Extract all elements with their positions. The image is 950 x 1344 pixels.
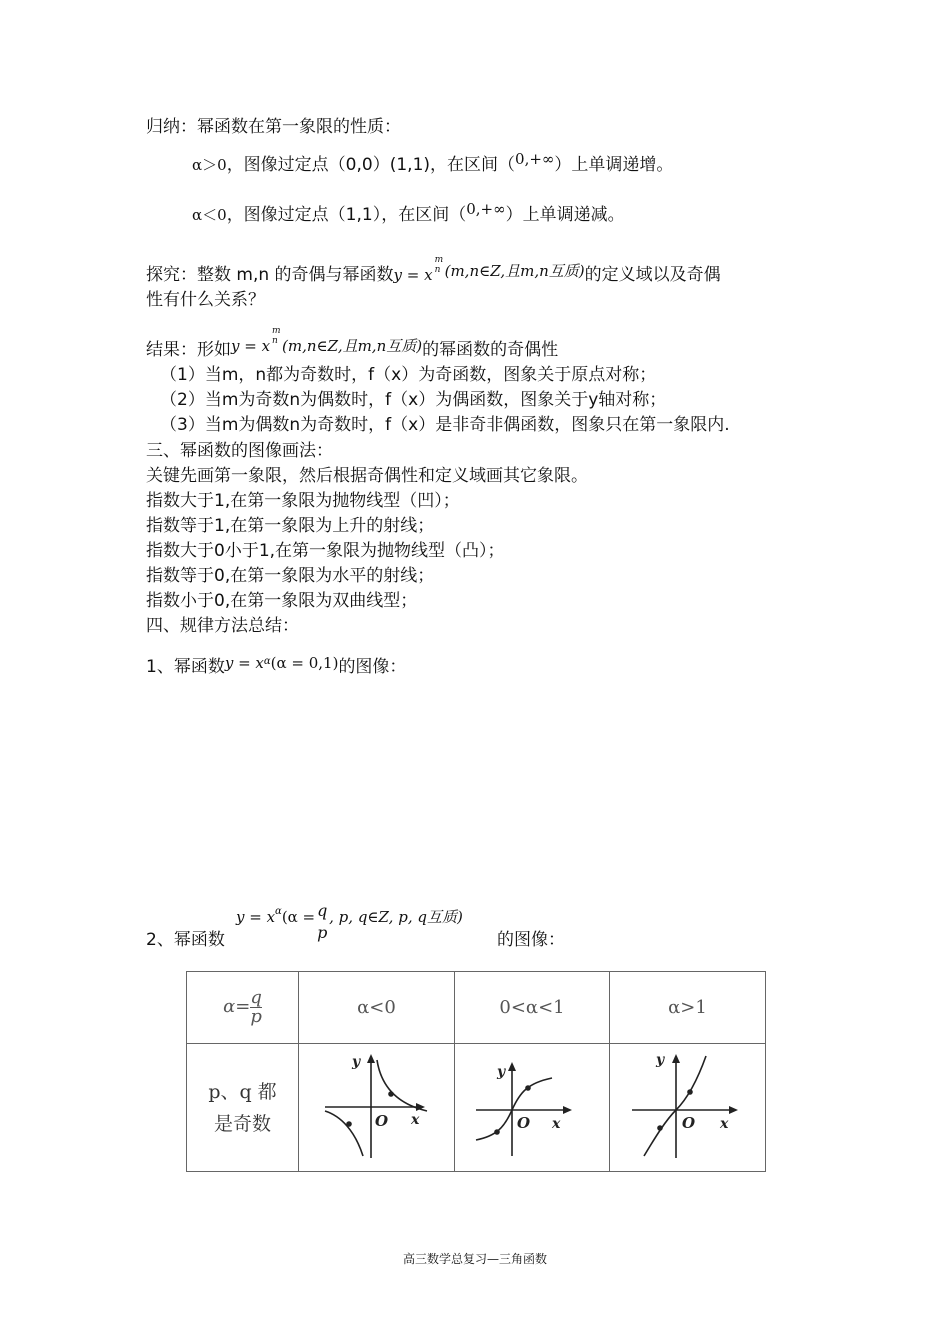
pos-condition: α＞0 (192, 156, 227, 174)
methods-title: 四、规律方法总结： (146, 616, 299, 636)
result-condition: (m,n∈Z,且m,n互质) (282, 337, 423, 355)
drawing-line: 指数等于0,在第一象限为水平的射线； (146, 566, 435, 586)
header-mid: 0<α<1 (455, 972, 610, 1044)
method-2-suffix: 的图像： (497, 930, 565, 950)
method-2-formula: y = x (236, 908, 276, 926)
graph-cell-mid (455, 1044, 610, 1172)
exp-den: n (272, 336, 278, 346)
graph-negative-alpha (307, 1046, 447, 1166)
method-1-prefix: 1、幂函数 (146, 657, 225, 677)
header-alpha-cell (187, 972, 299, 1044)
exp-num: m (272, 326, 281, 336)
y-label: y (655, 1051, 664, 1068)
y-axis-arrow (508, 1062, 516, 1071)
row-label-line-2: 是奇数 (213, 1112, 271, 1135)
drawing-title: 三、幂函数的图像画法： (146, 441, 333, 461)
header-neg: α<0 (299, 972, 455, 1044)
explore-suffix: 的定义域以及奇偶 (584, 265, 721, 285)
y-label: y (497, 1063, 506, 1080)
exp-den: n (434, 265, 441, 275)
x-axis-arrow (729, 1106, 738, 1114)
origin-label: O (374, 1111, 388, 1130)
header-pos: α>1 (610, 972, 766, 1044)
y-label: y (351, 1053, 360, 1070)
x-axis-arrow (563, 1106, 572, 1114)
method-2-prefix: 2、幂函数 (146, 930, 225, 950)
page-footer: 高三数学总复习—三角函数 (402, 1252, 547, 1266)
explore-prefix: 探究：整数 m,n 的奇偶与幂函数 (146, 265, 394, 285)
explore-line (146, 255, 721, 286)
summary-negative (192, 200, 625, 226)
point (388, 1091, 394, 1097)
curve-negative (325, 1111, 363, 1156)
header-q: q (250, 987, 262, 1008)
header-fraction (250, 989, 262, 1026)
result-suffix: 的幂函数的奇偶性 (422, 340, 559, 360)
method-1-formula: y = x (224, 654, 264, 672)
graph-positive-alpha (618, 1046, 758, 1166)
curve-positive (377, 1060, 427, 1111)
drawing-line: 指数等于1,在第一象限为上升的射线； (146, 516, 435, 536)
curve (644, 1056, 706, 1156)
result-exponent (270, 326, 282, 355)
method-2-formula-block (236, 901, 463, 942)
y-axis-arrow (367, 1054, 375, 1063)
result-formula: y = x (231, 337, 271, 355)
point (525, 1085, 531, 1091)
y-axis-arrow (672, 1054, 680, 1063)
explore-formula: y = x (393, 266, 433, 284)
drawing-line: 关键先画第一象限，然后根据奇偶性和定义域画其它象限。 (146, 466, 588, 486)
point (346, 1121, 352, 1127)
row-label-cell (187, 1044, 299, 1172)
explore-line-2: 性有什么关系？ (146, 290, 265, 310)
graph-table (186, 971, 766, 1172)
neg-text-b: ）上单调递减。 (505, 205, 625, 225)
pos-interval: 0,+∞ (515, 150, 555, 168)
pos-text-b: ）上单调递增。 (554, 155, 674, 175)
row-label (187, 1076, 298, 1140)
point (687, 1089, 693, 1095)
origin-label: O (517, 1113, 531, 1132)
graph-cell-neg (299, 1044, 455, 1172)
explore-condition: (m,n∈Z,且m,n互质) (444, 262, 585, 280)
drawing-line: 指数大于1,在第一象限为抛物线型（凹）； (146, 491, 460, 511)
drawing-line: 指数大于0小于1,在第一象限为抛物线型（凸）； (146, 541, 505, 561)
result-item: （1）当m，n都为奇数时，f（x）为奇函数，图象关于原点对称； (160, 365, 657, 385)
drawing-line: 指数小于0,在第一象限为双曲线型； (146, 591, 418, 611)
neg-interval: 0,+∞ (466, 200, 506, 218)
point (657, 1125, 663, 1131)
method-2-fraction (315, 901, 329, 942)
neg-condition: α＜0 (192, 206, 227, 224)
graph-cell-pos (610, 1044, 766, 1172)
x-label: x (719, 1115, 728, 1132)
x-label: x (552, 1115, 561, 1132)
method-1-exponent: α (263, 656, 271, 667)
method-2-cond-b: , p, q∈Z, p, q互质) (329, 908, 463, 926)
pos-text-a: ，图像过定点（0,0）(1,1)，在区间（ (226, 155, 516, 175)
origin-label: O (681, 1113, 695, 1132)
method-1-suffix: 的图像： (338, 657, 407, 677)
method-2-cond-a: (α = (281, 908, 316, 926)
result-item: （3）当m为偶数n为奇数时，f（x）是非奇非偶函数，图象只在第一象限内. (160, 415, 730, 435)
fraction-q: q (317, 901, 328, 920)
result-item: （2）当m为奇数n为偶数时，f（x）为偶函数，图象关于y轴对称； (160, 390, 667, 410)
result-line (146, 326, 559, 361)
header-alpha: α= (223, 996, 251, 1017)
row-label-line-1: p、q 都 (208, 1080, 277, 1103)
fraction-p: p (317, 923, 328, 942)
explore-exponent (433, 255, 445, 280)
neg-text-a: ，图像过定点（1,1），在区间（ (226, 205, 467, 225)
header-p: p (250, 1006, 262, 1027)
method-1-condition: (α = 0,1) (270, 654, 339, 672)
exp-num: m (434, 255, 444, 265)
result-prefix: 结果：形如 (146, 340, 231, 360)
x-label: x (410, 1111, 419, 1128)
method-1 (146, 656, 406, 681)
summary-heading: 归纳：幂函数在第一象限的性质： (146, 117, 401, 137)
summary-positive (192, 150, 674, 176)
curve (476, 1078, 552, 1140)
method-2-exponent: α (275, 906, 282, 917)
graph-mid-alpha (462, 1046, 602, 1166)
point (494, 1129, 500, 1135)
